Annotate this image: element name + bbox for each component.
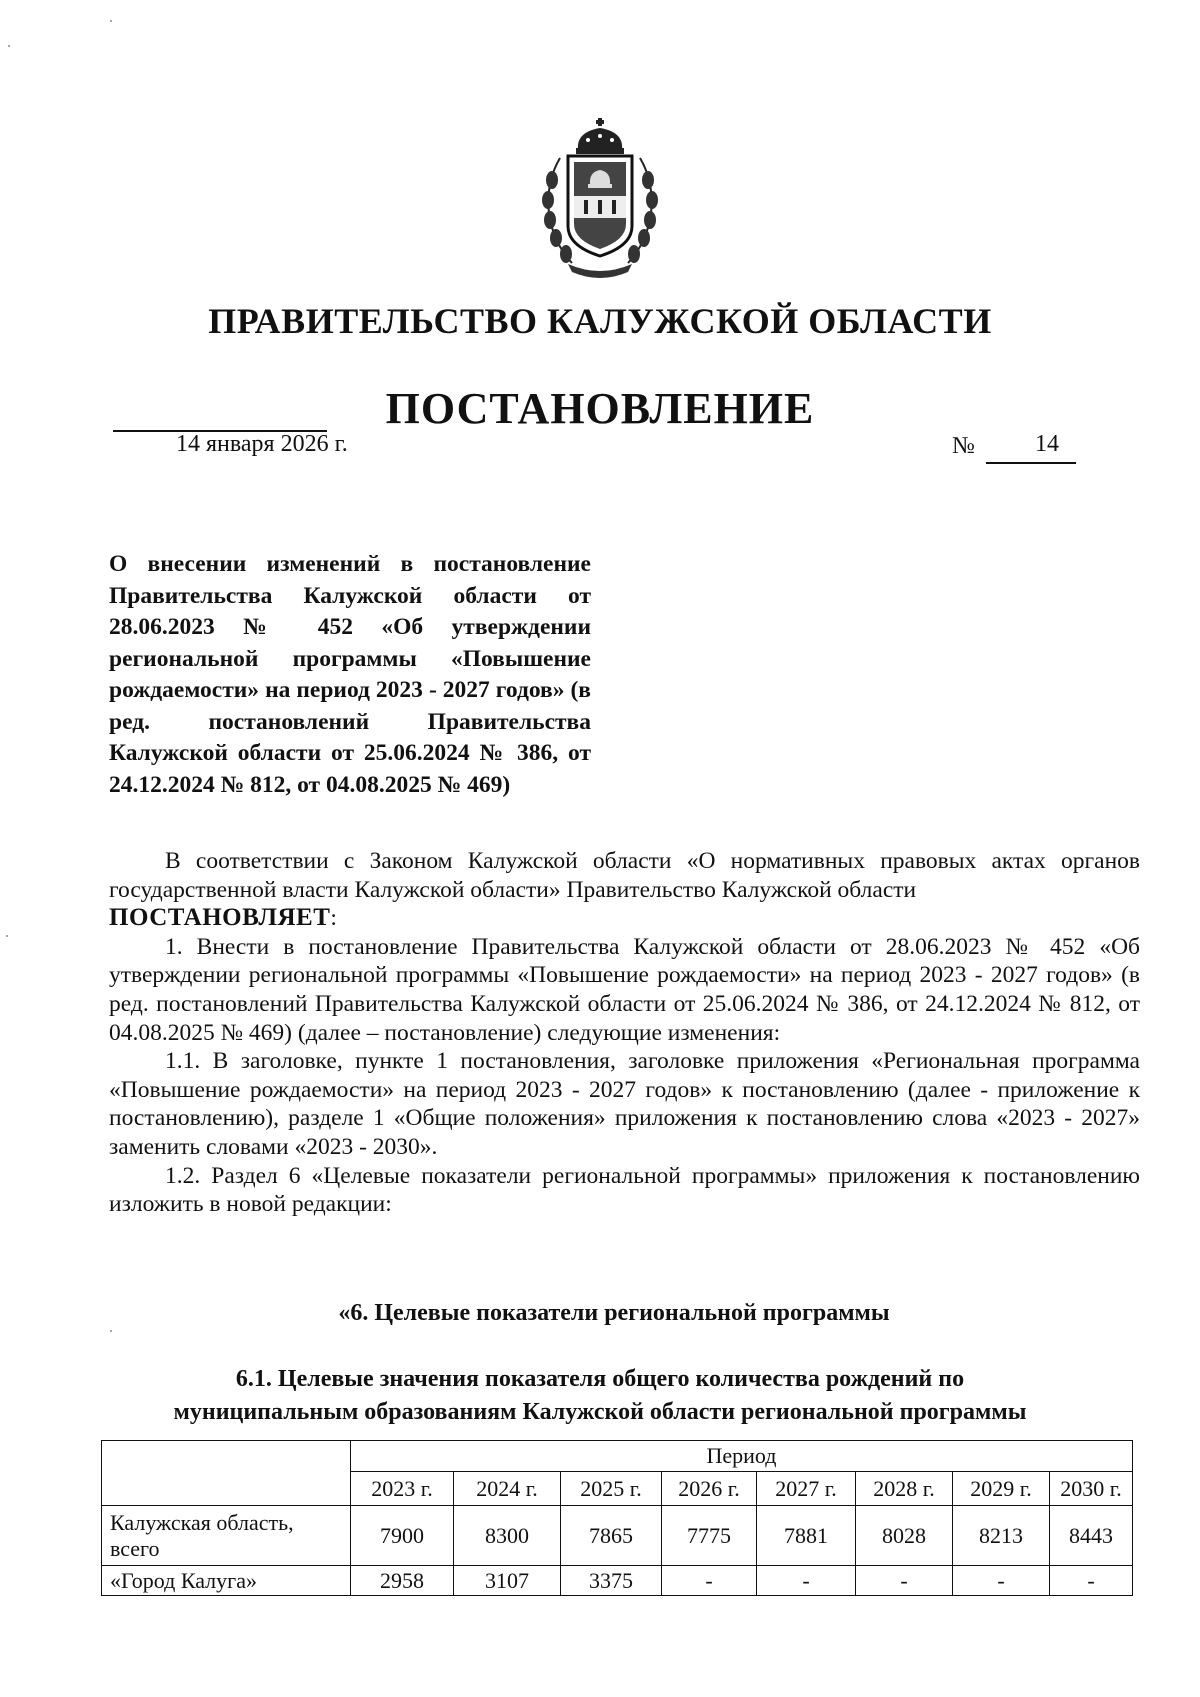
- item-1-1: 1.1. В заголовке, пункте 1 постановления, заголовке приложения «Региональная программа «Повышение рождаемости» на период 2023 - 2027 годов» к постановлению (далее - приложение к постановлению), разделе 1 «Общие положения» приложения к постановлению слова «2023 - 2027» заменить словами «2023 - 2030».: [109, 1048, 1140, 1160]
- table-cell: -: [662, 1566, 757, 1596]
- document-subject: О внесении изменений в постановление Правительства Калужской области от 28.06.2023 № 452 «Об утверждении региональной программы «Повышение рождаемости» на период 2023 - 2027 годов» (в ред. постановлений Правительства Калужской области от 25.06.2024 № 386, от 24.12.2024 № 812, от 04.08.2025 № 469): [109, 551, 591, 798]
- targets-table: [101, 1440, 1133, 1596]
- table-cell: 3375: [561, 1566, 662, 1596]
- scan-speck: [8, 45, 10, 47]
- table-cell: 8443: [1050, 1506, 1133, 1566]
- table-title: [0, 1363, 1200, 1429]
- number-underline: [986, 462, 1076, 464]
- table-cell: -: [856, 1566, 953, 1596]
- period-header: Период: [351, 1441, 1133, 1472]
- table-cell: 8028: [856, 1506, 953, 1566]
- table-cell: 8213: [953, 1506, 1050, 1566]
- year-header: 2024 г.: [454, 1472, 561, 1506]
- table-cell: -: [757, 1566, 856, 1596]
- table-row: [102, 1566, 1133, 1596]
- table-cell: 7900: [351, 1506, 454, 1566]
- table-cell: 8300: [454, 1506, 561, 1566]
- year-header: 2028 г.: [856, 1472, 953, 1506]
- table-cell: -: [1050, 1566, 1133, 1596]
- year-header: 2027 г.: [757, 1472, 856, 1506]
- preamble-text: В соответствии с Законом Калужской области «О нормативных правовых актах органов государственной власти Калужской области» Правительство Калужской области: [109, 848, 1140, 903]
- preamble-paragraph: [109, 847, 1140, 904]
- scan-speck: [6, 935, 8, 937]
- year-header: 2023 г.: [351, 1472, 454, 1506]
- government-title: ПРАВИТЕЛЬСТВО КАЛУЖСКОЙ ОБЛАСТИ: [208, 301, 992, 341]
- table-cell: 7775: [662, 1506, 757, 1566]
- table-cell: 3107: [454, 1566, 561, 1596]
- document-type: ПОСТАНОВЛЕНИЕ: [385, 384, 815, 433]
- item-1-2: 1.2. Раздел 6 «Целевые показатели региональной программы» приложения к постановлению изложить в новой редакции:: [109, 1162, 1140, 1218]
- table-row: [102, 1506, 1133, 1566]
- item-1: 1. Внести в постановление Правительства Калужской области от 28.06.2023 № 452 «Об утверждении региональной программы «Повышение рождаемости» на период 2023 - 2027 годов» (в ред. постановлений Правительства Калужской области от 25.06.2024 № 386, от 24.12.2024 № 812, от 04.08.2025 № 469) (далее – постановление) следующие изменения:: [109, 933, 1140, 1046]
- resolves-line: [109, 904, 1140, 933]
- scan-speck: [110, 20, 112, 22]
- year-header: 2030 г.: [1050, 1472, 1133, 1506]
- table-cell: 7865: [561, 1506, 662, 1566]
- kaluga-coat-of-arms-icon: [538, 118, 662, 278]
- year-header: 2026 г.: [662, 1472, 757, 1506]
- table-title-line-2: муниципальным образованиям Калужской области региональной программы: [173, 1399, 1027, 1425]
- table-title-line-1: 6.1. Целевые значения показателя общего количества рождений по: [235, 1366, 965, 1392]
- row-label: Калужская область, всего: [102, 1506, 351, 1566]
- empty-header-cell: [102, 1441, 351, 1506]
- document-body: [109, 847, 1140, 1219]
- year-header: 2025 г.: [561, 1472, 662, 1506]
- document-date: 14 января 2026 г.: [176, 431, 348, 457]
- table-cell: 7881: [757, 1506, 856, 1566]
- resolves-colon: :: [330, 905, 337, 932]
- section-title: «6. Целевые показатели региональной программы: [338, 1300, 890, 1326]
- scan-speck: [110, 1330, 112, 1332]
- document-number: 14: [1035, 431, 1059, 457]
- table-cell: -: [953, 1566, 1050, 1596]
- year-header: 2029 г.: [953, 1472, 1050, 1506]
- table-cell: 2958: [351, 1566, 454, 1596]
- row-label: «Город Калуга»: [102, 1566, 351, 1596]
- resolves-word: ПОСТАНОВЛЯЕТ: [109, 904, 331, 932]
- number-sign: №: [952, 433, 975, 459]
